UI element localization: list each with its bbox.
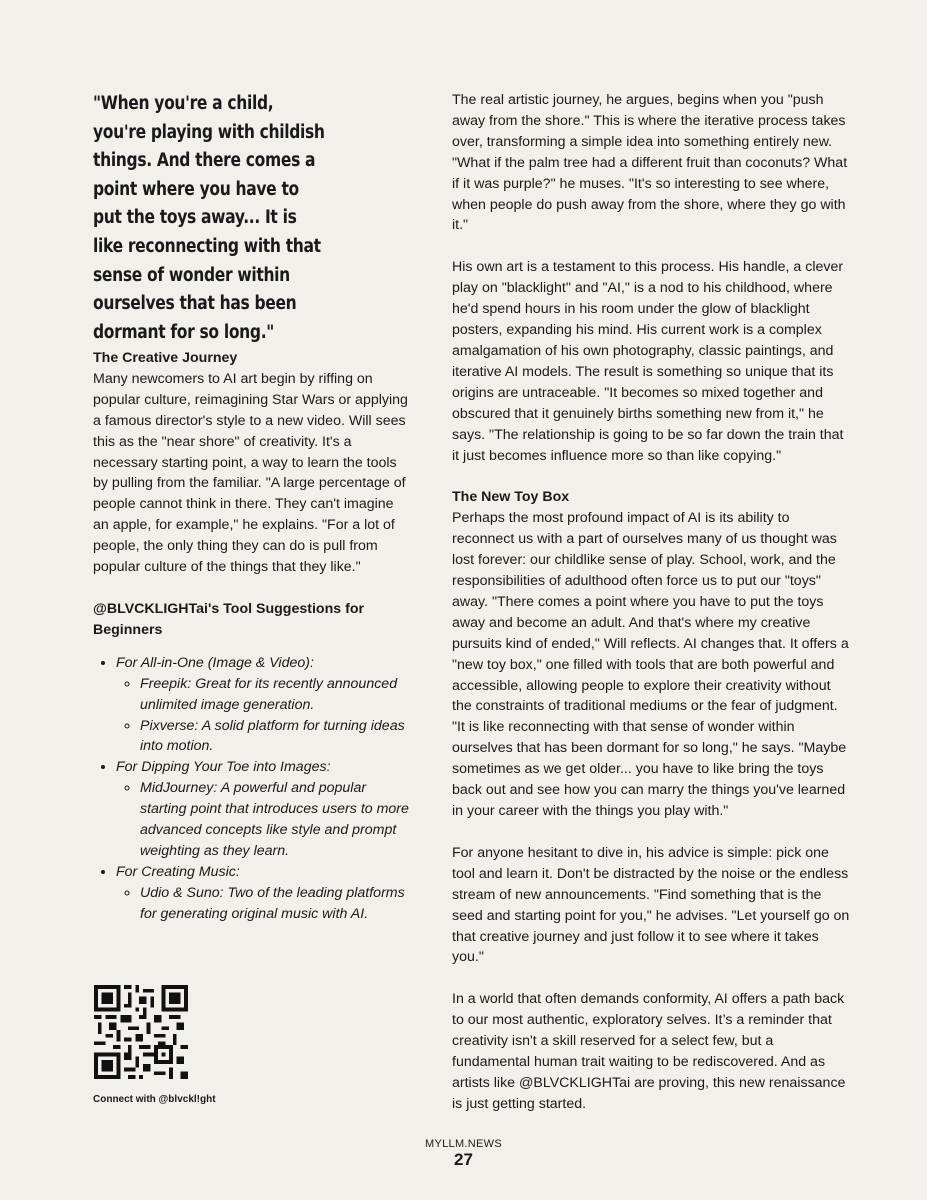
tool-group-label: For All-in-One (Image & Video): xyxy=(116,654,314,671)
left-column xyxy=(93,90,411,925)
connect-caption: Connect with @blvckl!ght xyxy=(93,1094,216,1105)
tool-group-label: For Creating Music: xyxy=(116,863,240,880)
right-column xyxy=(452,90,852,1136)
list-item xyxy=(116,757,411,862)
site-name: MYLLM.NEWS xyxy=(425,1138,502,1150)
creative-journey-body: Many newcomers to AI art begin by riffing on popular culture, reimagining Star Wars or applying a famous director's style to a new video. Will sees this as the "near shore" of creativity. It's a necessary starting point, a way to learn the tools by pulling from the familiar. "A large percentage of people cannot think in there. They can't imagine an apple, for example," he explains. "For a lot of people, the only thing they can do is pull from popular culture of the things that they like." xyxy=(93,370,408,576)
page-footer xyxy=(0,1138,927,1169)
paragraph: Perhaps the most profound impact of AI is its ability to reconnect us with a part of ourselves many of us thought was lost forever: our childlike sense of play. School, work, and the responsibilities of adulthood often force us to put our "toys" away. "There comes a point where you have to put the toys away and become an adult. And that's where my creative pursuits kind of ended," Will reflects. AI changes that. It offers a "new toy box," one filled with tools that are both powerful and accessible, allowing people to explore their creativity without the constraints of traditional mediums or the fear of judgment. "It is like reconnecting with that sense of wonder within ourselves that has been dormant for so long," he says. "Maybe sometimes as we get older... you have to like bring the toys back out and see how you can marry the things you've learned in your career with the things you play with." xyxy=(452,510,849,819)
list-item: ◦ Freepik: Great for its recently announced unlimited image generation. xyxy=(140,674,411,716)
paragraph: His own art is a testament to this process. His handle, a clever play on "blacklight" and "AI," is a nod to his childhood, where he'd spend hours in his room under the glow of blacklight posters, expanding his mind. His current work is a complex amalgamation of his own photography, classic paintings, and iterative AI models. The result is something so unique that its origins are untraceable. "It becomes so mixed together and obscured that it genuinely births something new from it," he says. "The relationship is going to be so far down the train that it just becomes influence more so than like copying." xyxy=(452,259,844,464)
list-item: ◦ Pixverse: A solid platform for turning ideas into motion. xyxy=(140,716,411,758)
list-item xyxy=(116,862,411,925)
tool-suggestions-list xyxy=(93,653,411,925)
paragraph: For anyone hesitant to dive in, his advice is simple: pick one tool and learn it. Don't be distracted by the noise or the endless stream of new announcements. "Find something that is the seed and starting point for you," he advises. "Let yourself go on that creative journey and just follow it to see where it takes you." xyxy=(452,844,850,966)
list-item: ◦ MidJourney: A powerful and popular starting point that introduces users to more advanced concepts like style and prompt weighting as they learn. xyxy=(140,778,411,862)
paragraph: The real artistic journey, he argues, begins when you "push away from the shore." This is where the iterative process takes over, transforming a simple idea into something entirely new. "What if the palm tree had a different fruit than coconuts? What if it was purple?" he muses. "It's so interesting to see where, when people do push away from the shore, where they go with it." xyxy=(452,92,848,234)
pull-quote: "When you're a child, you're playing with childish things. And there comes a point where you have to put the toys away... It is like reconnecting with that sense of wonder within ourselves that has been dormant for so long." xyxy=(93,93,325,343)
tool-suggestions-heading: @BLVCKLIGHTai's Tool Suggestions for Beginners xyxy=(93,600,365,638)
list-item xyxy=(116,653,411,758)
creative-journey-heading: The Creative Journey xyxy=(93,350,238,366)
new-toy-box-heading: The New Toy Box xyxy=(452,489,570,506)
page-number: 27 xyxy=(454,1150,473,1169)
paragraph: In a world that often demands conformity, AI offers a path back to our most authentic, exploratory selves. It’s a reminder that creativity isn't a skill reserved for a select few, but a fundamental human trait waiting to be rediscovered. And as artists like @BLVCKLIGHTai are proving, this new renaissance is just getting started. xyxy=(452,991,846,1112)
list-item: ◦ Udio & Suno: Two of the leading platforms for generating original music with AI. xyxy=(140,883,411,925)
qr-code-icon[interactable] xyxy=(94,985,188,1079)
tool-group-label: For Dipping Your Toe into Images: xyxy=(116,759,331,776)
